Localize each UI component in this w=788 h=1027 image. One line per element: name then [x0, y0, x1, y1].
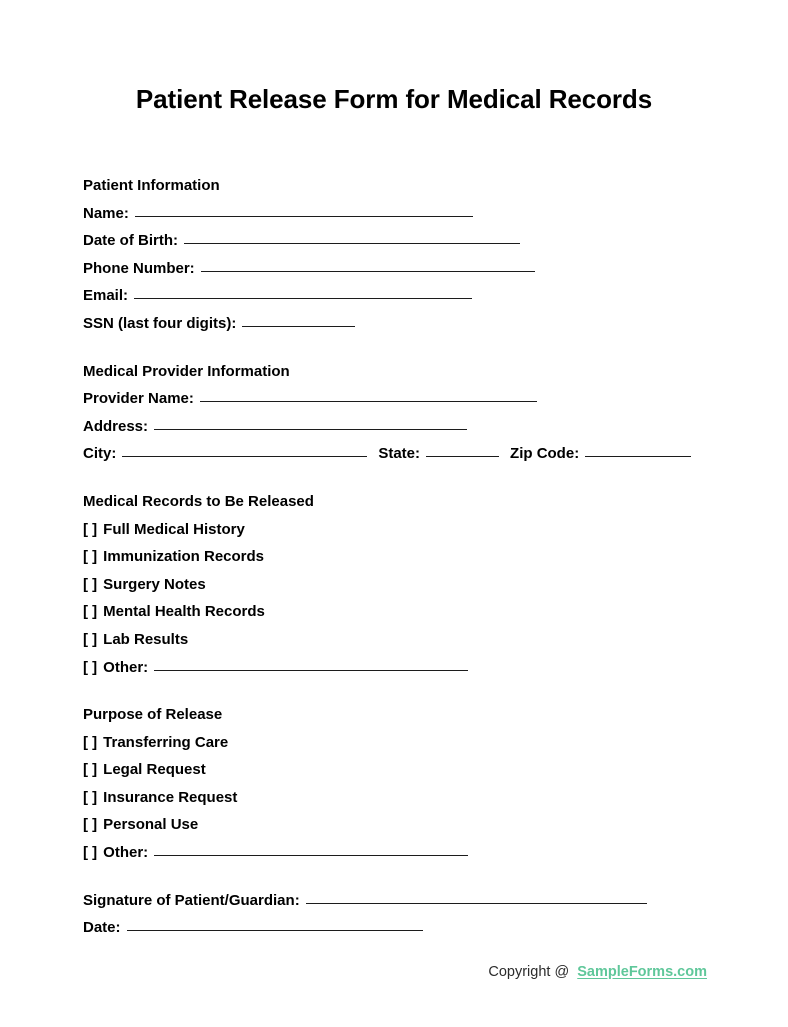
checkbox-row-purpose-other[interactable]	[83, 839, 723, 867]
ssn-label: SSN (last four digits):	[83, 314, 237, 332]
checkbox-icon[interactable]: [ ]	[83, 658, 98, 676]
field-row-phone-number	[83, 255, 723, 283]
checkbox-label: Legal Request	[103, 761, 206, 779]
checkbox-row-surgery-notes[interactable]	[83, 571, 723, 599]
section-purpose-of-release	[83, 701, 723, 867]
checkbox-row-full-medical-history[interactable]	[83, 516, 723, 544]
section-medical-provider-information	[83, 358, 723, 468]
field-row-provider-name	[83, 385, 723, 413]
purpose-other-input-rule[interactable]	[154, 855, 468, 856]
checkbox-row-transferring-care[interactable]	[83, 729, 723, 757]
checkbox-row-insurance-request[interactable]	[83, 784, 723, 812]
checkbox-label: Immunization Records	[103, 548, 265, 566]
name-input-rule[interactable]	[135, 216, 473, 217]
checkbox-row-records-other[interactable]	[83, 654, 723, 682]
copyright-text: Copyright @	[488, 964, 570, 980]
field-row-email	[83, 282, 723, 310]
city-label: City:	[83, 445, 117, 463]
checkbox-label: Other:	[103, 658, 149, 676]
state-input-rule[interactable]	[426, 456, 499, 457]
signature-date-label: Date:	[83, 919, 121, 937]
date-of-birth-input-rule[interactable]	[184, 243, 520, 244]
checkbox-icon[interactable]: [ ]	[83, 816, 98, 834]
checkbox-label: Lab Results	[103, 630, 189, 648]
signature-input-rule[interactable]	[306, 903, 647, 904]
section-heading-medical-provider-information: Medical Provider Information	[83, 362, 290, 380]
checkbox-icon[interactable]: [ ]	[83, 520, 98, 538]
checkbox-icon[interactable]: [ ]	[83, 603, 98, 621]
email-input-rule[interactable]	[134, 298, 472, 299]
checkbox-label: Mental Health Records	[103, 603, 265, 621]
checkbox-label: Transferring Care	[103, 733, 229, 751]
phone-number-input-rule[interactable]	[201, 271, 535, 272]
section-signature	[83, 887, 723, 942]
signature-date-input-rule[interactable]	[127, 930, 423, 931]
phone-number-label: Phone Number:	[83, 259, 195, 277]
address-input-rule[interactable]	[154, 429, 467, 430]
section-heading-records-to-be-released: Medical Records to Be Released	[83, 492, 314, 510]
checkbox-label: Other:	[103, 844, 149, 862]
section-heading-patient-information: Patient Information	[83, 177, 220, 194]
provider-name-input-rule[interactable]	[200, 401, 537, 402]
field-row-date-of-birth	[83, 227, 723, 255]
page-title: Patient Release Form for Medical Records	[135, 84, 653, 114]
address-label: Address:	[83, 417, 149, 435]
checkbox-icon[interactable]: [ ]	[83, 761, 98, 779]
checkbox-row-immunization-records[interactable]	[83, 543, 723, 571]
records-other-input-rule[interactable]	[154, 670, 468, 671]
section-heading-purpose-of-release: Purpose of Release	[83, 706, 223, 724]
checkbox-label: Personal Use	[103, 816, 199, 834]
city-input-rule[interactable]	[122, 456, 367, 457]
checkbox-icon[interactable]: [ ]	[83, 844, 98, 862]
field-row-name	[83, 200, 723, 228]
field-row-city-state-zip	[83, 440, 723, 468]
provider-name-label: Provider Name:	[83, 390, 194, 408]
name-label: Name:	[83, 204, 129, 222]
checkbox-icon[interactable]: [ ]	[83, 575, 98, 593]
field-row-signature	[83, 887, 723, 915]
date-of-birth-label: Date of Birth:	[83, 232, 178, 250]
zip-code-label: Zip Code:	[510, 445, 580, 463]
checkbox-label: Insurance Request	[103, 788, 238, 806]
checkbox-icon[interactable]: [ ]	[83, 630, 98, 648]
field-row-signature-date	[83, 914, 723, 942]
checkbox-icon[interactable]: [ ]	[83, 548, 98, 566]
checkbox-row-legal-request[interactable]	[83, 756, 723, 784]
checkbox-icon[interactable]: [ ]	[83, 788, 98, 806]
footer	[0, 962, 707, 982]
section-records-to-be-released	[83, 488, 723, 681]
state-label: State:	[378, 445, 421, 463]
checkbox-row-lab-results[interactable]	[83, 626, 723, 654]
checkbox-label: Full Medical History	[103, 520, 245, 538]
checkbox-icon[interactable]: [ ]	[83, 733, 98, 751]
field-row-address	[83, 413, 723, 441]
email-label: Email:	[83, 287, 129, 305]
sampleforms-link[interactable]: SampleForms.com	[577, 964, 707, 980]
checkbox-row-personal-use[interactable]	[83, 811, 723, 839]
checkbox-label: Surgery Notes	[103, 575, 206, 593]
signature-label: Signature of Patient/Guardian:	[83, 891, 300, 909]
field-row-ssn	[83, 310, 723, 338]
section-patient-information	[83, 172, 723, 338]
checkbox-row-mental-health-records[interactable]	[83, 598, 723, 626]
ssn-input-rule[interactable]	[242, 326, 355, 327]
form-body	[83, 172, 723, 942]
zip-code-input-rule[interactable]	[585, 456, 691, 457]
